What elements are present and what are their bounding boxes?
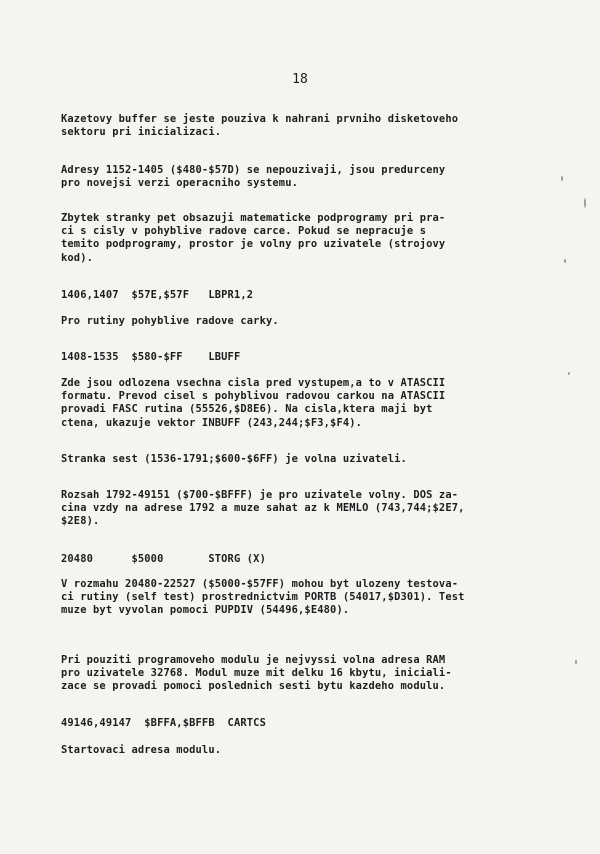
- address-entry-storg: [61, 553, 551, 566]
- text-line: zace se provadi pomoci poslednich sesti bytu kazdeho modulu.: [61, 680, 446, 693]
- text-line: muze byt vyvolan pomoci PUPDIV (54496,$E480).: [61, 604, 350, 617]
- paragraph-math-routines: [61, 212, 551, 265]
- address-entry-lbuff: [61, 351, 551, 364]
- text-line: Kazetovy buffer se jeste pouziva k nahrani prvniho disketoveho: [61, 113, 459, 125]
- text-line: cina vzdy na adrese 1792 a muze sahat az k MEMLO (743,744;$2E7,: [61, 502, 465, 515]
- text-line: ci s cisly v pohyblive radove carce. Pokud se nepracuje s: [61, 225, 427, 238]
- text-line: 20480 $5000 STORG (X): [61, 553, 266, 565]
- text-line: ci rutiny (self test) prostrednictvim PORTB (54017,$D301). Test: [61, 591, 465, 604]
- text-line: 1408-1535 $580-$FF LBUFF: [61, 351, 241, 363]
- paragraph-page-six: [61, 453, 551, 466]
- text-line: pro novejsi verzi operacniho systemu.: [61, 177, 299, 190]
- address-entry-cartcs: [61, 717, 551, 730]
- text-line: $2E8).: [61, 515, 100, 528]
- text-line: Zbytek stranky pet obsazuji matematicke podprogramy pri pra-: [61, 212, 446, 224]
- text-line: provadi FASC rutina (55526,$D8E6). Na cisla,ktera maji byt: [61, 403, 433, 416]
- paragraph-reserved-addresses: [61, 164, 551, 190]
- paragraph-cartridge: [61, 654, 551, 694]
- text-line: Pri pouziti programoveho modulu je nejvyssi volna adresa RAM: [61, 654, 446, 666]
- text-line: 1406,1407 $57E,$57F LBPR1,2: [61, 289, 254, 301]
- scan-speck: [584, 198, 586, 208]
- text-line: sektoru pri inicializaci.: [61, 126, 222, 139]
- text-line: Startovaci adresa modulu.: [61, 744, 222, 756]
- text-line: Adresy 1152-1405 ($480-$57D) se nepouzivaji, jsou predurceny: [61, 164, 446, 176]
- paragraph-free-range: [61, 489, 551, 529]
- text-line: pro uzivatele 32768. Modul muze mit delku 16 kbytu, iniciali-: [61, 667, 452, 680]
- scan-speck: [575, 660, 577, 664]
- text-line: 49146,49147 $BFFA,$BFFB CARTCS: [61, 717, 266, 729]
- text-line: kod).: [61, 251, 94, 264]
- text-line: V rozmahu 20480-22527 ($5000-$57FF) mohou byt ulozeny testova-: [61, 578, 459, 590]
- scan-speck: [564, 259, 566, 263]
- scan-speck: [561, 176, 563, 181]
- text-line: formatu. Prevod cisel s pohyblivou radovou carkou na ATASCII: [61, 390, 446, 403]
- text-line: Stranka sest (1536-1791;$600-$6FF) je volna uzivateli.: [61, 453, 407, 465]
- paragraph-self-test: [61, 578, 551, 618]
- text-line: Pro rutiny pohyblive radove carky.: [61, 315, 279, 327]
- paragraph-cassette-buffer: [61, 113, 551, 139]
- paragraph-lbuff-desc: [61, 377, 551, 430]
- text-line: temito podprogramy, prostor je volny pro uzivatele (strojovy: [61, 238, 446, 251]
- paragraph-lbpr-desc: [61, 315, 551, 328]
- page-number: 18: [292, 72, 308, 87]
- text-line: ctena, ukazuje vektor INBUFF (243,244;$F3,$F4).: [61, 416, 363, 429]
- scan-speck: [568, 372, 570, 375]
- address-entry-lbpr: [61, 289, 551, 302]
- text-line: Rozsah 1792-49151 ($700-$BFFF) je pro uzivatele volny. DOS za-: [61, 489, 459, 501]
- text-line: Zde jsou odlozena vsechna cisla pred vystupem,a to v ATASCII: [61, 377, 446, 389]
- paragraph-cartcs-desc: [61, 744, 551, 757]
